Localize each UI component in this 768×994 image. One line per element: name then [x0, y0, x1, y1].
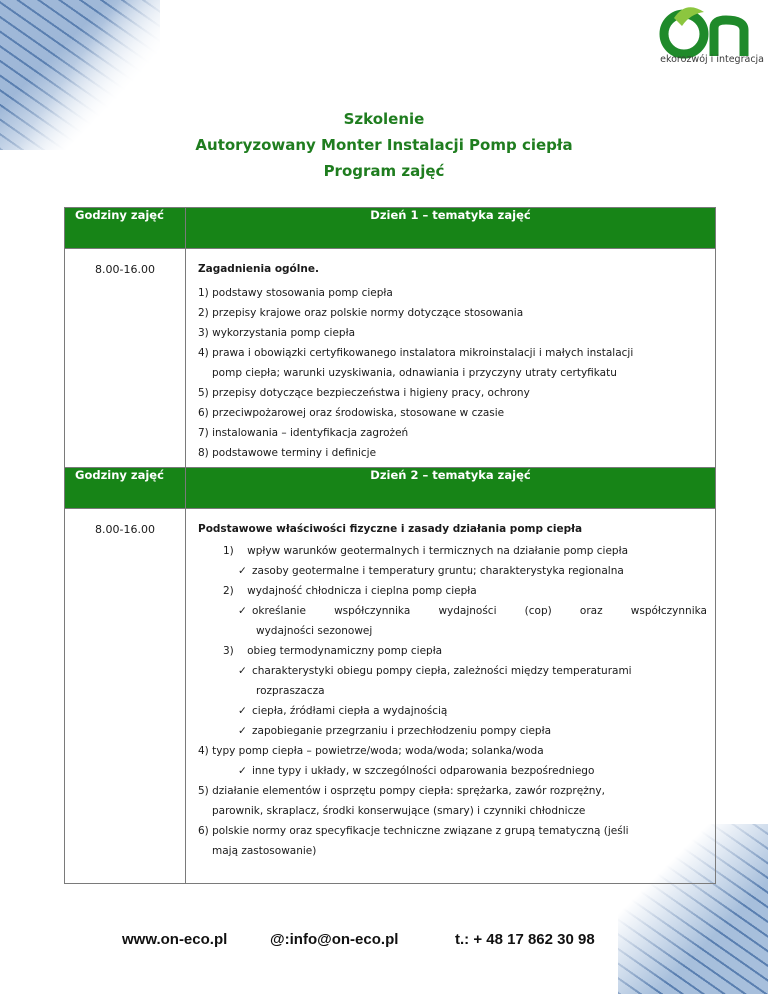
- footer-website[interactable]: www.on-eco.pl: [122, 931, 228, 948]
- day1-header-hours: Godziny zajęć: [65, 208, 186, 249]
- day1-row: [65, 249, 716, 468]
- list-item: 3) wykorzystania pomp ciepła: [198, 327, 356, 339]
- list-item: 7) instalowania – identyfikacja zagrożeń: [198, 427, 409, 439]
- day2-hours: 8.00-16.00: [65, 509, 186, 884]
- day2-header-topic: Dzień 2 – tematyka zajęć: [186, 468, 716, 509]
- list-item: pomp ciepła; warunki uzyskiwania, odnawiania i przyczyny utraty certyfikatu: [212, 367, 617, 379]
- title-course-name: Autoryzowany Monter Instalacji Pomp ciepła: [195, 136, 573, 154]
- schedule-table: [64, 207, 716, 884]
- footer-email[interactable]: @:info@on-eco.pl: [270, 931, 399, 948]
- day1-header-topic: Dzień 1 – tematyka zajęć: [186, 208, 716, 249]
- checkmark-icon: ✓: [238, 665, 247, 677]
- list-item: 5) przepisy dotyczące bezpieczeństwa i higieny pracy, ochrony: [198, 387, 530, 399]
- list-item: 3) obieg termodynamiczny pomp ciepła: [223, 645, 443, 657]
- list-item: 4) prawa i obowiązki certyfikowanego instalatora mikroinstalacji i małych instalacji: [198, 347, 634, 359]
- list-item: 2) przepisy krajowe oraz polskie normy dotyczące stosowania: [198, 307, 524, 319]
- checkmark-icon: ✓: [238, 605, 247, 617]
- list-item: 6) przeciwpożarowej oraz środowiska, stosowane w czasie: [198, 407, 505, 419]
- day2-heading: Podstawowe właściwości fizyczne i zasady działania pomp ciepła: [198, 523, 583, 535]
- list-item: mają zastosowanie): [212, 845, 317, 857]
- list-item: rozpraszacza: [256, 685, 325, 697]
- logo-tagline: ekorozwój i integracja: [660, 54, 764, 65]
- list-item: parownik, skraplacz, środki konserwujące (smary) i czynniki chłodnicze: [212, 805, 586, 817]
- checkmark-icon: ✓: [238, 565, 247, 577]
- footer-phone: t.: + 48 17 862 30 98: [455, 931, 595, 948]
- list-item: 2) wydajność chłodnicza i cieplna pomp ciepła: [223, 585, 477, 597]
- checkmark-icon: ✓: [238, 765, 247, 777]
- day1-hours: 8.00-16.00: [65, 249, 186, 468]
- day2-row: [65, 509, 716, 884]
- list-item: ✓ określanie współczynnika wydajności (cop) oraz współczynnika: [198, 601, 707, 621]
- day2-header-hours: Godziny zajęć: [65, 468, 186, 509]
- list-item: ✓ inne typy i układy, w szczególności odparowania bezpośredniego: [198, 761, 707, 781]
- day2-header-row: [65, 468, 716, 509]
- list-item: ✓ ciepła, źródłami ciepła a wydajnością: [198, 701, 707, 721]
- list-item: wydajności sezonowej: [256, 625, 373, 637]
- day1-topics: [186, 249, 716, 468]
- list-item: ✓ charakterystyki obiegu pompy ciepła, zależności między temperaturami: [198, 661, 707, 681]
- list-item: 4) typy pomp ciepła – powietrze/woda; woda/woda; solanka/woda: [198, 745, 544, 757]
- list-item: 6) polskie normy oraz specyfikacje techniczne związane z grupą tematyczną (jeśli: [198, 825, 629, 837]
- list-item: ✓ zasoby geotermalne i temperatury gruntu; charakterystyka regionalna: [198, 561, 707, 581]
- day1-header-row: [65, 208, 716, 249]
- title-program: Program zajęć: [323, 162, 445, 180]
- checkmark-icon: ✓: [238, 705, 247, 717]
- checkmark-icon: ✓: [238, 725, 247, 737]
- day2-topics: [186, 509, 716, 884]
- list-item: ✓ zapobieganie przegrzaniu i przechłodzeniu pompy ciepła: [198, 721, 707, 741]
- list-item: 1) wpływ warunków geotermalnych i termicznych na działanie pomp ciepła: [223, 545, 629, 557]
- day1-heading: Zagadnienia ogólne.: [198, 263, 319, 275]
- title-training: Szkolenie: [343, 110, 425, 128]
- list-item: 1) podstawy stosowania pomp ciepła: [198, 287, 393, 299]
- list-item: 5) działanie elementów i osprzętu pompy ciepła: sprężarka, zawór rozprężny,: [198, 785, 605, 797]
- list-item: 8) podstawowe terminy i definicje: [198, 447, 377, 459]
